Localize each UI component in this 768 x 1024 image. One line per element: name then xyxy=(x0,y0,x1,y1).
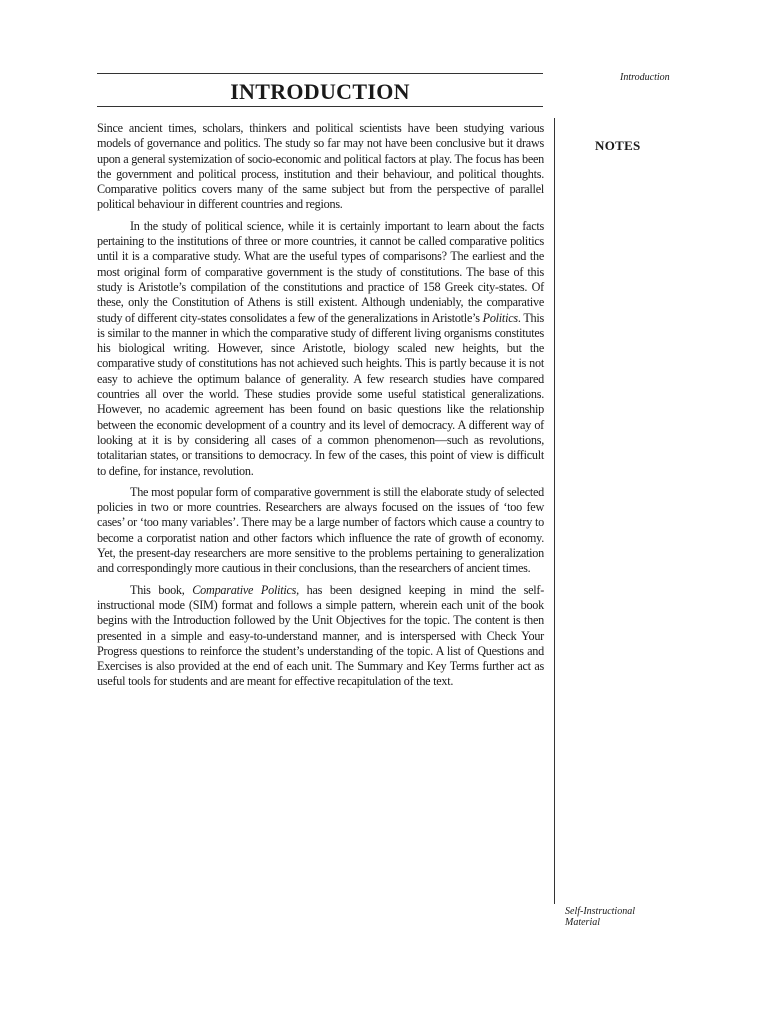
paragraph-2-part-a: In the study of political science, while it is certainly important to learn about the facts pertaining to the institutions of three or more countries, it cannot be called comparative politics until it is a comparative study. What are the useful types of comparisons? The earliest and the most original form of comparative government is the study of constitutions. The base of this study is Aristotle’s compilation of the constitutions and practice of 158 Greek city-states. Of these, only the Constitution of Athens is still existent. Although undeniably, the comparative study of different city-states consolidates a few of the generalizations in Aristotle’s xyxy=(97,218,544,325)
paragraph-2-italic: Politics xyxy=(482,310,518,325)
body-text xyxy=(97,121,544,696)
paragraph-2-part-b: . This is similar to the manner in which the comparative study of different living organisms constitutes his biological writing. However, since Aristotle, biology scaled new heights, but the comparative study of constitutions has not achieved such heights. This is partly because it is not easy to achieve the optimum balance of generality. A few research studies have compared countries all over the world. These studies provide some useful statistical generalizations. However, no academic agreement has been found on basic questions like the relationship between the economic development of a country and its level of democracy. A different way of looking at it is by considering all cases of a common phenomenon—such as revolutions, totalitarian states, or transitions to democracy. In few of the cases, this point of view is difficult to define, for instance, revolution. xyxy=(97,310,545,478)
paragraph-4-part-b: has been designed keeping in mind the self-instructional mode (SIM) format and follows a simple pattern, wherein each unit of the book begins with the Introduction followed by the Unit Objectives for the topic. The content is then presented in a simple and easy-to-understand manner, and is interspersed with Check Your Progress questions to reinforce the student’s understanding of the topic. A list of Questions and Exercises is also provided at the end of each unit. The Summary and Key Terms further act as useful tools for students and are meant for effective recapitulation of the text. xyxy=(97,582,545,689)
margin-divider xyxy=(554,118,555,904)
footer-line-1: Self-Instructional xyxy=(565,906,635,917)
page-title: INTRODUCTION xyxy=(230,79,410,104)
paragraph-4-part-a: This book, xyxy=(130,582,193,597)
paragraph-4-italic: Comparative Politics, xyxy=(192,582,299,597)
paragraph-4 xyxy=(97,583,544,690)
notes-label: NOTES xyxy=(595,138,641,153)
paragraph-2 xyxy=(97,219,544,479)
title-rule xyxy=(97,106,543,107)
footer-line-2: Material xyxy=(565,917,600,928)
top-rule xyxy=(97,73,543,74)
footer-label xyxy=(565,906,635,928)
paragraph-1: Since ancient times, scholars, thinkers and political scientists have been studying various models of governance and politics. The study so far may not have been conclusive but it draws upon a general systemization of socio-economic and political factors at play. The focus has been the government and political process, institution and their behaviour, and political thoughts. Comparative politics covers many of the same subject but from the perspective of parallel political behaviour in different countries and regions. xyxy=(97,121,544,212)
running-header: Introduction xyxy=(620,72,670,83)
paragraph-3: The most popular form of comparative government is still the elaborate study of selected policies in two or more countries. Researchers are always focused on the issues of ‘too few cases’ or ‘too many variables’. There may be a large number of factors which cause a country to become a corporatist nation and other factors which influence the rate of growth of economy. Yet, the present-day researchers are more sensitive to the problems pertaining to generalization and correspondingly more cautious in their conclusions, than the researchers of ancient times. xyxy=(97,484,544,576)
